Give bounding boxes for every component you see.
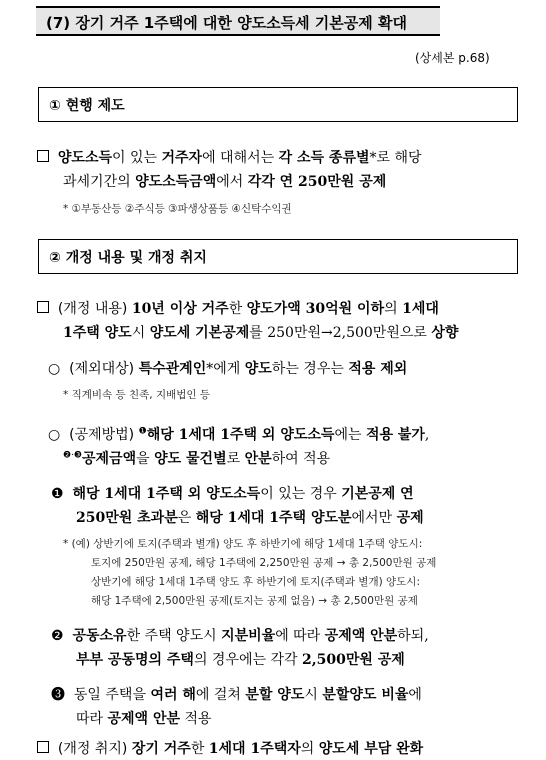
text: 로: [226, 451, 245, 467]
text-bold: 1세대 1주택자: [208, 741, 301, 757]
text: 이 있는 경우: [260, 486, 342, 502]
text: 이 있는: [112, 150, 162, 166]
point-3-line-2: [76, 708, 212, 728]
current-system-note: * ①부동산등 ②주식등 ③파생상품등 ④신탁수익권: [63, 203, 292, 215]
square-bullet: [37, 741, 49, 753]
text: 하되,: [397, 628, 429, 644]
text-bold: 양도소득: [57, 150, 113, 166]
method-line-1: [48, 424, 429, 444]
text: 의: [300, 741, 319, 757]
text-bold: 거주자: [161, 150, 203, 166]
text: (공제방법): [69, 427, 139, 443]
text-bold: 분할 양도: [245, 687, 305, 703]
text-bold: 공제액 안분: [107, 711, 180, 727]
text-bold: 공제액 안분: [324, 628, 398, 644]
text: 에 걸쳐: [195, 687, 246, 703]
text: *에게: [206, 361, 245, 377]
reference-label: (상세본 p.68): [415, 51, 490, 65]
number-marker: ❸: [51, 687, 65, 703]
text-bold: 분할양도 비율: [322, 687, 409, 703]
amendment-main-line-2: [63, 322, 458, 342]
current-system-line-2: [63, 171, 386, 191]
text-bold: 기본공제 연: [341, 486, 414, 502]
text: 시: [131, 325, 150, 341]
text: 를 250만원→2,500만원으로: [249, 325, 432, 341]
document-title: (7) 장기 거주 1주택에 대한 양도소득세 기본공제 확대: [46, 14, 407, 32]
text-bold: 250만원 초과분: [76, 510, 178, 526]
amendment-main-line-1: [37, 298, 439, 318]
text: 에서만: [351, 510, 397, 526]
text-bold: 부부 공동명의 주택: [76, 652, 194, 668]
text: 시: [304, 687, 323, 703]
text: 에: [408, 687, 422, 703]
text-bold: 해당 1세대 1주택 외 양도소득: [146, 427, 335, 443]
exclusion-note: * 직계비속 등 친족, 지배법인 등: [63, 389, 210, 401]
example-line-1: * (예) 상반기에 토지(주택과 별개) 양도 후 하반기에 해당 1세대 1주택 양도시:: [63, 538, 423, 550]
amendment-purpose-line: [37, 738, 423, 758]
text-bold: 상향: [431, 325, 459, 341]
text: 따라: [76, 711, 108, 727]
point-1-line-1: [51, 483, 414, 503]
text-bold: 양도 물건별: [154, 451, 227, 467]
text: *로 해당: [369, 150, 422, 166]
text: 하는 경우는: [271, 361, 349, 377]
text: 한 주택 양도시: [126, 628, 222, 644]
number-marker: ❷: [51, 628, 64, 644]
text-bold: 양도세 기본공제: [149, 325, 250, 341]
circle-bullet: ○: [48, 427, 61, 443]
point-2-line-1: [51, 625, 429, 645]
text-bold: 각각 연 250만원 공제: [247, 174, 387, 190]
section-amendment-heading: ② 개정 내용 및 개정 취지: [49, 250, 207, 266]
text-bold: 양도세 부담 완화: [318, 741, 424, 757]
text: 한: [190, 741, 209, 757]
text: 과세기간의: [63, 174, 136, 190]
point-1-line-2: [76, 507, 424, 527]
text: (개정 취지): [57, 741, 132, 757]
text-bold: 장기 거주: [131, 741, 191, 757]
text: 에는: [334, 427, 366, 443]
superscript-marker: ❷·❸: [63, 450, 82, 461]
text-bold: 지분비율: [221, 628, 276, 644]
text-bold: 해당 1세대 1주택 외 양도소득: [72, 486, 261, 502]
text-bold: 10년 이상 거주: [131, 301, 229, 317]
example-line-4: 해당 1주택에 2,500만원 공제(토지는 공제 없음) → 총 2,500만원 공제: [91, 595, 418, 607]
text: 은: [177, 510, 196, 526]
text: ,: [424, 427, 430, 443]
section-amendment-box: [38, 239, 518, 274]
text: 한: [228, 301, 247, 317]
point-3-line-1: [51, 684, 422, 704]
text-bold: 공제: [396, 510, 424, 526]
text: 에 대해서는: [202, 150, 279, 166]
section-current-system-box: [38, 87, 518, 122]
text-bold: 양도: [244, 361, 272, 377]
text-bold: 공동소유: [72, 628, 127, 644]
text: 적용: [180, 711, 212, 727]
text: 하여 적용: [271, 451, 331, 467]
text: 의 경우에는 각각: [193, 652, 302, 668]
text-bold: 2,500만원 공제: [301, 652, 405, 668]
method-line-2: [63, 448, 330, 468]
text-bold: 1세대: [402, 301, 439, 317]
text-bold: 각 소득 종류별: [278, 150, 370, 166]
text: 에 따라: [275, 628, 325, 644]
text-bold: 해당 1세대 1주택 양도분: [195, 510, 352, 526]
text: 동일 주택을: [73, 687, 151, 703]
exclusion-line: [48, 358, 407, 378]
text-bold: 여러 해: [150, 687, 196, 703]
text: (개정 내용): [57, 301, 132, 317]
text-bold: 양도가액 30억원 이하: [246, 301, 385, 317]
text-bold: 양도소득금액: [135, 174, 217, 190]
text-bold: 공제금액: [82, 451, 137, 467]
text-bold: 안분: [244, 451, 272, 467]
text: 을: [136, 451, 155, 467]
number-marker: ❶: [51, 486, 64, 502]
example-line-3: 상반기에 해당 1세대 1주택 양도 후 하반기에 토지(주택과 별개) 양도시:: [91, 576, 420, 588]
text-bold: 1주택 양도: [63, 325, 132, 341]
text: 에서: [216, 174, 248, 190]
text-bold: 적용 제외: [348, 361, 408, 377]
current-system-line-1: [37, 147, 422, 167]
text: 의: [384, 301, 403, 317]
point-2-line-2: [76, 649, 405, 669]
superscript-marker: ❶: [138, 426, 147, 437]
text: (제외대상): [69, 361, 139, 377]
square-bullet: [37, 301, 49, 313]
square-bullet: [37, 150, 49, 162]
circle-bullet: ○: [48, 361, 61, 377]
example-line-2: 토지에 250만원 공제, 해당 1주택에 2,250만원 공제 → 총 2,500만원 공제: [91, 557, 437, 569]
title-banner: [36, 6, 440, 36]
section-current-system-heading: ① 현행 제도: [49, 98, 125, 114]
text-bold: 특수관계인: [138, 361, 207, 377]
text-bold: 적용 불가: [365, 427, 425, 443]
